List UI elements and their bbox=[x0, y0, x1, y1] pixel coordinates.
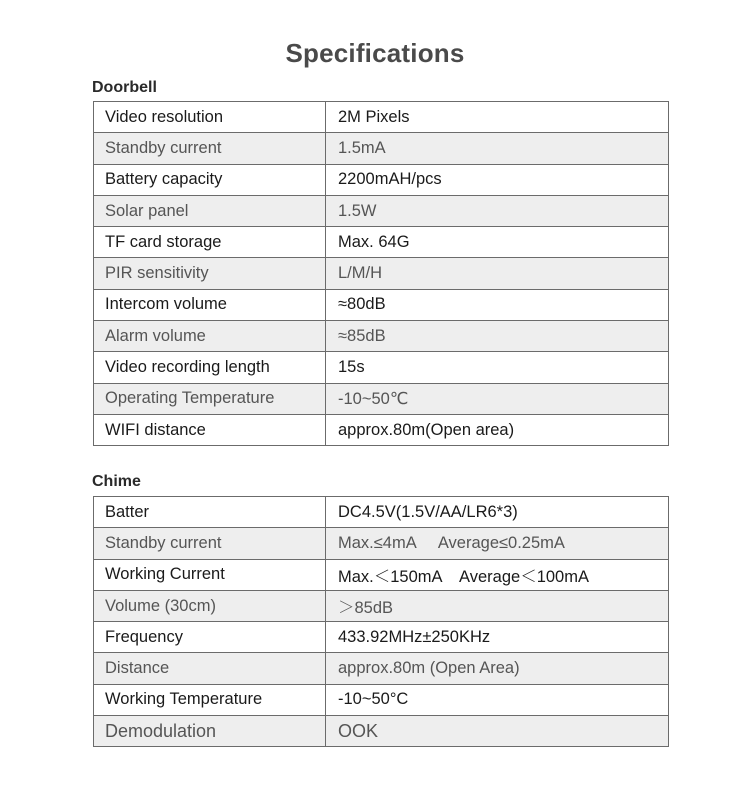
table-row bbox=[94, 559, 669, 590]
spec-value: L/M/H bbox=[326, 258, 669, 289]
table-row bbox=[94, 227, 669, 258]
table-row bbox=[94, 414, 669, 445]
spec-value: approx.80m (Open Area) bbox=[326, 653, 669, 684]
spec-key: TF card storage bbox=[94, 227, 326, 258]
table-row bbox=[94, 352, 669, 383]
spec-key: PIR sensitivity bbox=[94, 258, 326, 289]
spec-value: 433.92MHz±250KHz bbox=[326, 622, 669, 653]
spec-value: 1.5W bbox=[326, 195, 669, 226]
table-row bbox=[94, 321, 669, 352]
spec-key: Distance bbox=[94, 653, 326, 684]
doorbell-spec-table bbox=[93, 101, 669, 446]
spec-value: -10~50℃ bbox=[326, 383, 669, 414]
spec-value: 1.5mA bbox=[326, 133, 669, 164]
table-row bbox=[94, 195, 669, 226]
spec-value: Max.＜150mA Average＜100mA bbox=[326, 559, 669, 590]
doorbell-section-heading: Doorbell bbox=[92, 79, 157, 96]
table-row bbox=[94, 497, 669, 528]
spec-key: WIFI distance bbox=[94, 414, 326, 445]
chime-spec-table bbox=[93, 496, 669, 747]
table-row bbox=[94, 528, 669, 559]
table-row bbox=[94, 716, 669, 747]
spec-key: Operating Temperature bbox=[94, 383, 326, 414]
spec-value: 2M Pixels bbox=[326, 102, 669, 133]
table-row bbox=[94, 164, 669, 195]
spec-key: Demodulation bbox=[94, 716, 326, 747]
spec-key: Intercom volume bbox=[94, 289, 326, 320]
table-row bbox=[94, 590, 669, 621]
spec-key: Alarm volume bbox=[94, 321, 326, 352]
spec-key: Frequency bbox=[94, 622, 326, 653]
table-row bbox=[94, 383, 669, 414]
spec-value: ≈80dB bbox=[326, 289, 669, 320]
spec-value: ＞85dB bbox=[326, 590, 669, 621]
spec-value: OOK bbox=[326, 716, 669, 747]
spec-key: Volume (30cm) bbox=[94, 590, 326, 621]
table-row bbox=[94, 258, 669, 289]
table-row bbox=[94, 102, 669, 133]
table-row bbox=[94, 653, 669, 684]
table-row bbox=[94, 289, 669, 320]
spec-value: approx.80m(Open area) bbox=[326, 414, 669, 445]
spec-key: Video recording length bbox=[94, 352, 326, 383]
spec-key: Standby current bbox=[94, 133, 326, 164]
table-row bbox=[94, 684, 669, 715]
spec-key: Batter bbox=[94, 497, 326, 528]
spec-value: -10~50°C bbox=[326, 684, 669, 715]
spec-value: Max.≤4mA Average≤0.25mA bbox=[326, 528, 669, 559]
page-title: Specifications bbox=[285, 38, 465, 68]
spec-key: Standby current bbox=[94, 528, 326, 559]
spec-value: 15s bbox=[326, 352, 669, 383]
spec-key: Working Current bbox=[94, 559, 326, 590]
chime-section-heading: Chime bbox=[92, 473, 141, 490]
spec-value: Max. 64G bbox=[326, 227, 669, 258]
spec-value: DC4.5V(1.5V/AA/LR6*3) bbox=[326, 497, 669, 528]
spec-key: Battery capacity bbox=[94, 164, 326, 195]
spec-key: Solar panel bbox=[94, 195, 326, 226]
spec-value: ≈85dB bbox=[326, 321, 669, 352]
table-row bbox=[94, 622, 669, 653]
spec-key: Working Temperature bbox=[94, 684, 326, 715]
spec-value: 2200mAH/pcs bbox=[326, 164, 669, 195]
table-row bbox=[94, 133, 669, 164]
spec-key: Video resolution bbox=[94, 102, 326, 133]
